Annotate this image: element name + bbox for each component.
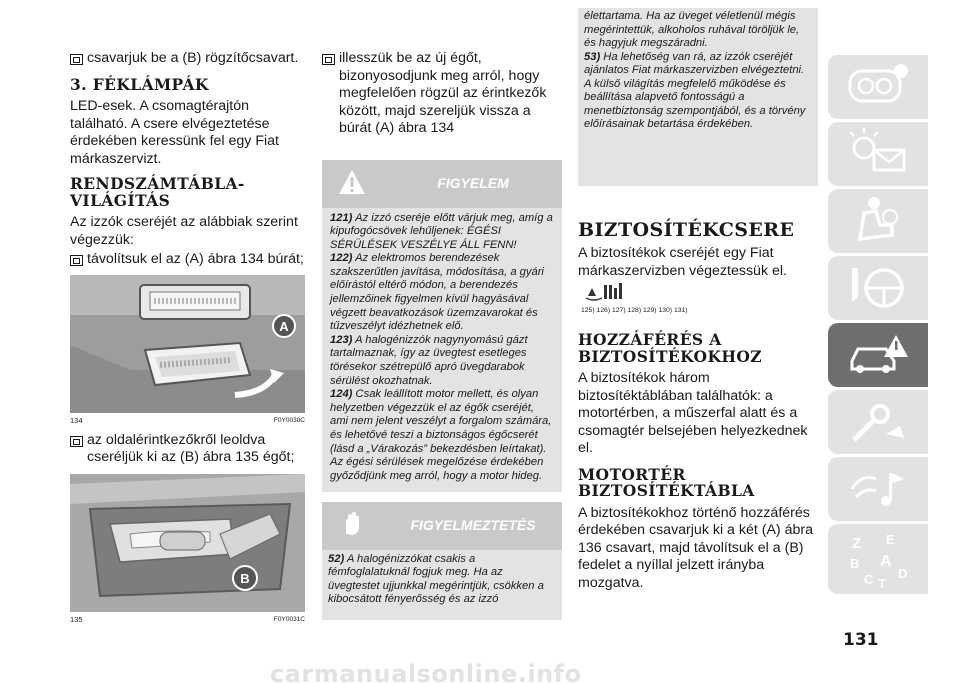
caution-title: FIGYELMEZTETÉS xyxy=(410,516,536,533)
warning-light-mail-icon xyxy=(846,128,910,180)
bullet-item: csavarjuk be a (B) rögzítőcsavart. xyxy=(70,50,305,68)
airbag-seat-icon xyxy=(846,195,910,247)
heading-feklampak: 3. FÉKLÁMPÁK xyxy=(70,74,209,94)
svg-text:B: B xyxy=(850,556,860,571)
bullet-item: távolítsuk el az (A) ábra 134 búrát; xyxy=(70,251,305,269)
caution-item: 52) A halogénizzókat csakis a fémfoglalatuknál fogjuk meg. Ha az üvegtestet ujjunkkal megérintjük, csökken a kibocsátott fényerősség és az izzó xyxy=(328,552,544,605)
caution-body-continued: élettartama. Ha az üveget véletlenül mégis megérintettük, alkoholos ruhával töröljük le, és hagyjuk megszáradni. 53) Ha lehetőség van rá, az izzók cseréjét ajánlatos Fiat márkaszervizben elvégeztetni. A külső világítás megfelelő működése és beállítása alapvető fontosságú a menetbiztonság szempontjából, és a törvény előírásainak betartása érdekében. xyxy=(578,8,818,186)
heading-biztositekcsere: BIZTOSÍTÉKCSERE xyxy=(578,219,795,241)
media-music-icon xyxy=(846,463,910,515)
figure-caption xyxy=(70,615,305,625)
caution-header xyxy=(322,502,562,550)
reference-numbers: 125) 126) 127) 128) 129) 130) 131) xyxy=(581,307,688,314)
warning-title: FIGYELEM xyxy=(437,174,509,191)
watermark: carmanualsonline.info xyxy=(270,660,582,683)
checkbox-bullet-icon xyxy=(70,436,83,447)
bullet-item: az oldalérintkezőkről leoldva cseréljük ki az (B) ábra 135 égőt; xyxy=(70,432,305,467)
figure-134 xyxy=(70,275,305,413)
paragraph: Az izzók cseréjét az alábbiak szerint végezzük: xyxy=(70,214,298,248)
paragraph: A biztosítékok három biztosítéktáblában találhatók: a motortérben, a műszerfal alatt és a csomagtér belsejében helyezkednek el. xyxy=(578,370,808,456)
index-letters-icon xyxy=(846,530,916,592)
tab-emergency[interactable] xyxy=(828,323,928,387)
figure-code: F0Y0030C xyxy=(273,416,305,424)
heading-motorter: MOTORTÉR BIZTOSÍTÉKTÁBLA xyxy=(578,464,755,500)
caution-item: 53) Ha lehetőség van rá, az izzók cseréjét ajánlatos Fiat márkaszervizben elvégeztetni. A külső világítás megfelelő működése és beállítása alapvető fontosságú a menetbiztonság szempontjából, és a törvény előírásainak betartása érdekében. xyxy=(584,50,806,130)
figure-number: 134 xyxy=(70,415,83,425)
license-lamp-photo xyxy=(70,275,305,413)
svg-text:A: A xyxy=(880,553,892,570)
svg-text:T: T xyxy=(878,576,886,591)
figure-label-a: A xyxy=(279,318,289,334)
svg-text:C: C xyxy=(864,572,874,587)
figure-code: F0Y0031C xyxy=(273,615,305,623)
warning-body xyxy=(322,208,562,492)
svg-text:Z: Z xyxy=(852,535,862,552)
tab-safety[interactable] xyxy=(828,189,928,253)
warning-header xyxy=(322,160,562,208)
bullet-item: illesszük be az új égőt, bizonyosodjunk meg arról, hogy megfelelően rögzül az érintkezők között, majd szereljük vissza a búrát (A) ábra 134 xyxy=(322,50,562,138)
figure-label-b: B xyxy=(240,570,250,586)
tab-multimedia[interactable] xyxy=(828,457,928,521)
figure-number: 135 xyxy=(70,614,83,624)
warning-item: 122) Az elektromos berendezések szakszerűtlen javítása, módosítása, a gyári előírástól eltérő módon, a berendezés jellemzőinek figyelmen kívül hagyásával végzett beavatkozások üzemzavarokat és tűzveszélyt idézhetnek elő. xyxy=(330,252,544,333)
heading-rendszamtabla: RENDSZÁMTÁBLA- VILÁGÍTÁS xyxy=(70,174,245,210)
figure-135 xyxy=(70,474,305,612)
tab-warning-lights[interactable] xyxy=(828,122,928,186)
tab-maintenance[interactable] xyxy=(828,390,928,454)
paragraph: A biztosítékokhoz történő hozzáférés érdekében csavarjuk ki a két (A) ábra 136 csavart, majd távolítsuk el a (B) fedelet a nyíllal jelzett irányba mozgatva. xyxy=(578,504,813,591)
caution-body xyxy=(322,550,562,620)
environment-symbol-icon xyxy=(584,282,624,304)
car-breakdown-icon xyxy=(846,329,910,381)
bulb-replacement-photo xyxy=(70,474,305,612)
column-left xyxy=(70,50,305,631)
service-wrench-icon xyxy=(846,396,910,448)
warning-item: 121) Az izzó cseréje előtt várjuk meg, amíg a kipufogócsövek lehűljenek: ÉGÉSI SÉRÜLÉSEK VESZÉLYE ÁLL FENN! xyxy=(330,211,553,251)
warning-item: 124) Csak leállított motor mellett, és olyan helyzetben végezzük el az égők cseréjét, ami nem jelent veszélyt a forgalom számára, és lehetővé teszi a biztonságos égőcserét (lásd a „Várakozás” bekezdésben leírtakat). Az égési sérülések megelőzése érdekében győződjünk meg arról, hogy a motor hideg. xyxy=(330,388,552,482)
chapter-sidebar xyxy=(828,55,928,597)
tab-dashboard[interactable] xyxy=(828,55,928,119)
column-right xyxy=(578,8,818,592)
figure-caption xyxy=(70,416,305,426)
warning-triangle-icon xyxy=(338,168,366,196)
warning-item: 123) A halogénizzók nagynyomású gázt tartalmaznak, így az üvegtest esetleges törésekor szétrepülő apró üvegdarabok sérülést okozhatnak. xyxy=(330,333,528,387)
paragraph: LED-esek. A csomagtérajtón található. A csere elvégeztetése érdekében keressünk fel egy Fiat márkaszervizt. xyxy=(70,98,279,167)
checkbox-bullet-icon xyxy=(322,54,335,65)
svg-text:E: E xyxy=(886,532,895,547)
checkbox-bullet-icon xyxy=(70,54,83,65)
steering-wheel-key-icon xyxy=(846,262,910,314)
tab-index[interactable] xyxy=(828,524,928,594)
paragraph: A biztosítékok cseréjét egy Fiat márkaszervizben végeztessük el. xyxy=(578,245,787,279)
heading-hozzaferes: HOZZÁFÉRÉS A BIZTOSÍTÉKOKHOZ xyxy=(578,330,762,366)
dashboard-info-icon xyxy=(846,61,910,113)
tab-starting-driving[interactable] xyxy=(828,256,928,320)
svg-text:D: D xyxy=(898,566,908,581)
page-number: 131 xyxy=(843,630,879,650)
checkbox-bullet-icon xyxy=(70,255,83,266)
column-middle xyxy=(322,50,562,620)
caution-hand-icon xyxy=(338,510,366,538)
